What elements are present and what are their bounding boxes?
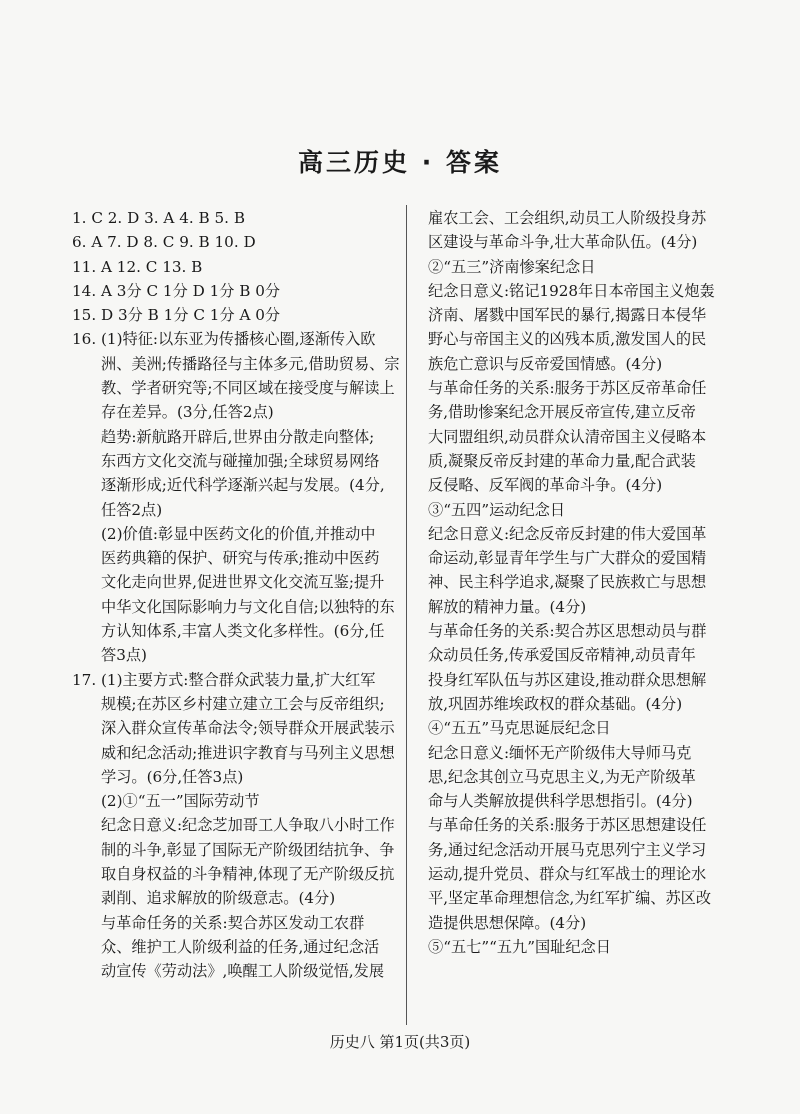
text-line: 反侵略、反军阀的革命斗争。(4分): [428, 476, 663, 495]
answer-line: 1. C 2. D 3. A 4. B 5. B: [72, 209, 245, 227]
text-line: 纪念日意义:铭记1928年日本帝国主义炮轰: [428, 281, 715, 300]
text-line: 运动,提升党员、群众与红军战士的理论水: [428, 865, 707, 884]
text-line: (1)特征:以东亚为传播核心圈,逐渐传入欧: [101, 330, 376, 349]
text-line: 深入群众宣传革命法令;领导群众开展武装示: [101, 719, 395, 738]
text-line: 文化走向世界,促进世界文化交流互鉴;提升: [101, 573, 385, 592]
text-line: 解放的精神力量。(4分): [428, 597, 587, 616]
right-column: [428, 206, 744, 959]
text-line: 众动员任务,传承爱国反帝精神,动员青年: [428, 646, 696, 665]
text-line: ③“五四”运动纪念日: [428, 500, 566, 519]
text-line: 纪念日意义:纪念芝加哥工人争取八小时工作: [101, 816, 395, 835]
question-number: 17.: [72, 670, 97, 689]
text-line: 命与人类解放提供科学思想指引。(4分): [428, 792, 693, 811]
text-line: 命运动,彰显青年学生与广大群众的爱国精: [428, 549, 707, 568]
text-line: 中华文化国际影响力与文化自信;以独特的东: [101, 597, 395, 616]
text-line: 投身红军队伍与苏区建设,推动群众思想解: [428, 670, 707, 689]
text-line: (2)价值:彰显中医药文化的价值,并推动中: [101, 524, 376, 543]
text-line: 存在差异。(3分,任答2点): [101, 403, 274, 422]
text-line: 任答2点): [101, 500, 163, 519]
text-line: (1)主要方式:整合群众武装力量,扩大红军: [101, 670, 376, 689]
answer-line: 15. D 3分 B 1分 C 1分 A 0分: [72, 306, 281, 325]
text-line: ②“五三”济南惨案纪念日: [428, 257, 596, 276]
text-line: ⑤“五七”“五九”国耻纪念日: [428, 937, 611, 956]
text-line: 与革命任务的关系:服务于苏区反帝革命任: [428, 379, 707, 398]
text-line: 平,坚定革命理想信念,为红军扩编、苏区改: [428, 889, 712, 908]
text-line: 制的斗争,彰显了国际无产阶级团结抗争、争: [101, 840, 395, 859]
answer-line: 14. A 3分 C 1分 D 1分 B 0分: [72, 281, 281, 300]
page-title: 高三历史 · 答案: [298, 148, 502, 177]
question-number: 16.: [72, 330, 97, 349]
text-line: 逐渐形成;近代科学逐渐兴起与发展。(4分,: [101, 476, 385, 495]
question-17: [72, 668, 395, 984]
text-line: 规模;在苏区乡村建立建立工会与反帝组织;: [101, 694, 385, 713]
text-line: ④“五五”马克思诞辰纪念日: [428, 719, 611, 738]
text-line: 洲、美洲;传播路径与主体多元,借助贸易、宗: [101, 354, 400, 373]
text-line: 野心与帝国主义的凶残本质,激发国人的民: [428, 330, 707, 349]
text-line: 医药典籍的保护、研究与传承;推动中医药: [101, 549, 380, 568]
text-line: 答3点): [101, 646, 147, 665]
text-line: 与革命任务的关系:契合苏区思想动员与群: [428, 622, 707, 641]
text-line: 造提供思想保障。(4分): [428, 913, 587, 932]
text-line: 剥削、追求解放的阶级意志。(4分): [101, 889, 336, 908]
text-line: 雇农工会、工会组织,动员工人阶级投身苏: [428, 209, 707, 227]
text-line: 教、学者研究等;不同区域在接受度与解读上: [101, 379, 395, 398]
text-line: 族危亡意识与反帝爱国情感。(4分): [428, 354, 663, 373]
text-line: 神、民主科学追求,凝聚了民族救亡与思想: [428, 573, 707, 592]
text-line: 动宣传《劳动法》,唤醒工人阶级觉悟,发展: [101, 962, 385, 981]
text-line: 与革命任务的关系:服务于苏区思想建设任: [428, 816, 707, 835]
text-line: 质,凝聚反帝反封建的革命力量,配合武装: [428, 451, 696, 470]
text-line: 思,纪念其创立马克思主义,为无产阶级革: [428, 767, 696, 786]
text-line: 方认知体系,丰富人类文化多样性。(6分,任: [101, 622, 385, 641]
text-line: (2)①“五一”国际劳动节: [101, 792, 260, 811]
text-line: 区建设与革命斗争,壮大革命队伍。(4分): [428, 233, 698, 252]
answer-line: 11. A 12. C 13. B: [72, 257, 203, 276]
text-line: 务,借助惨案纪念开展反帝宣传,建立反帝: [428, 403, 696, 422]
text-line: 趋势:新航路开辟后,世界由分散走向整体;: [101, 427, 375, 446]
text-line: 威和纪念活动;推进识字教育与马列主义思想: [101, 743, 395, 762]
text-line: 纪念日意义:缅怀无产阶级伟大导师马克: [428, 743, 692, 762]
question-16: [72, 327, 400, 667]
text-line: 东西方文化交流与碰撞加强;全球贸易网络: [101, 451, 380, 470]
page-footer: 历史八 第1页(共3页): [329, 1033, 471, 1051]
text-line: 放,巩固苏维埃政权的群众基础。(4分): [428, 694, 683, 713]
text-line: 大同盟组织,动员群众认清帝国主义侵略本: [428, 427, 707, 446]
column-divider: [406, 205, 407, 1025]
text-line: 众、维护工人阶级利益的任务,通过纪念活: [101, 937, 380, 956]
text-line: 取自身权益的斗争精神,体现了无产阶级反抗: [101, 865, 395, 884]
text-line: 济南、屠戮中国军民的暴行,揭露日本侵华: [428, 306, 707, 325]
text-line: 与革命任务的关系:契合苏区发动工农群: [101, 913, 365, 932]
left-column: [72, 206, 400, 984]
answer-line: 6. A 7. D 8. C 9. B 10. D: [72, 233, 256, 252]
text-line: 务,通过纪念活动开展马克思列宁主义学习: [428, 840, 707, 859]
text-line: 学习。(6分,任答3点): [101, 767, 244, 786]
text-line: 纪念日意义:纪念反帝反封建的伟大爱国革: [428, 524, 707, 543]
